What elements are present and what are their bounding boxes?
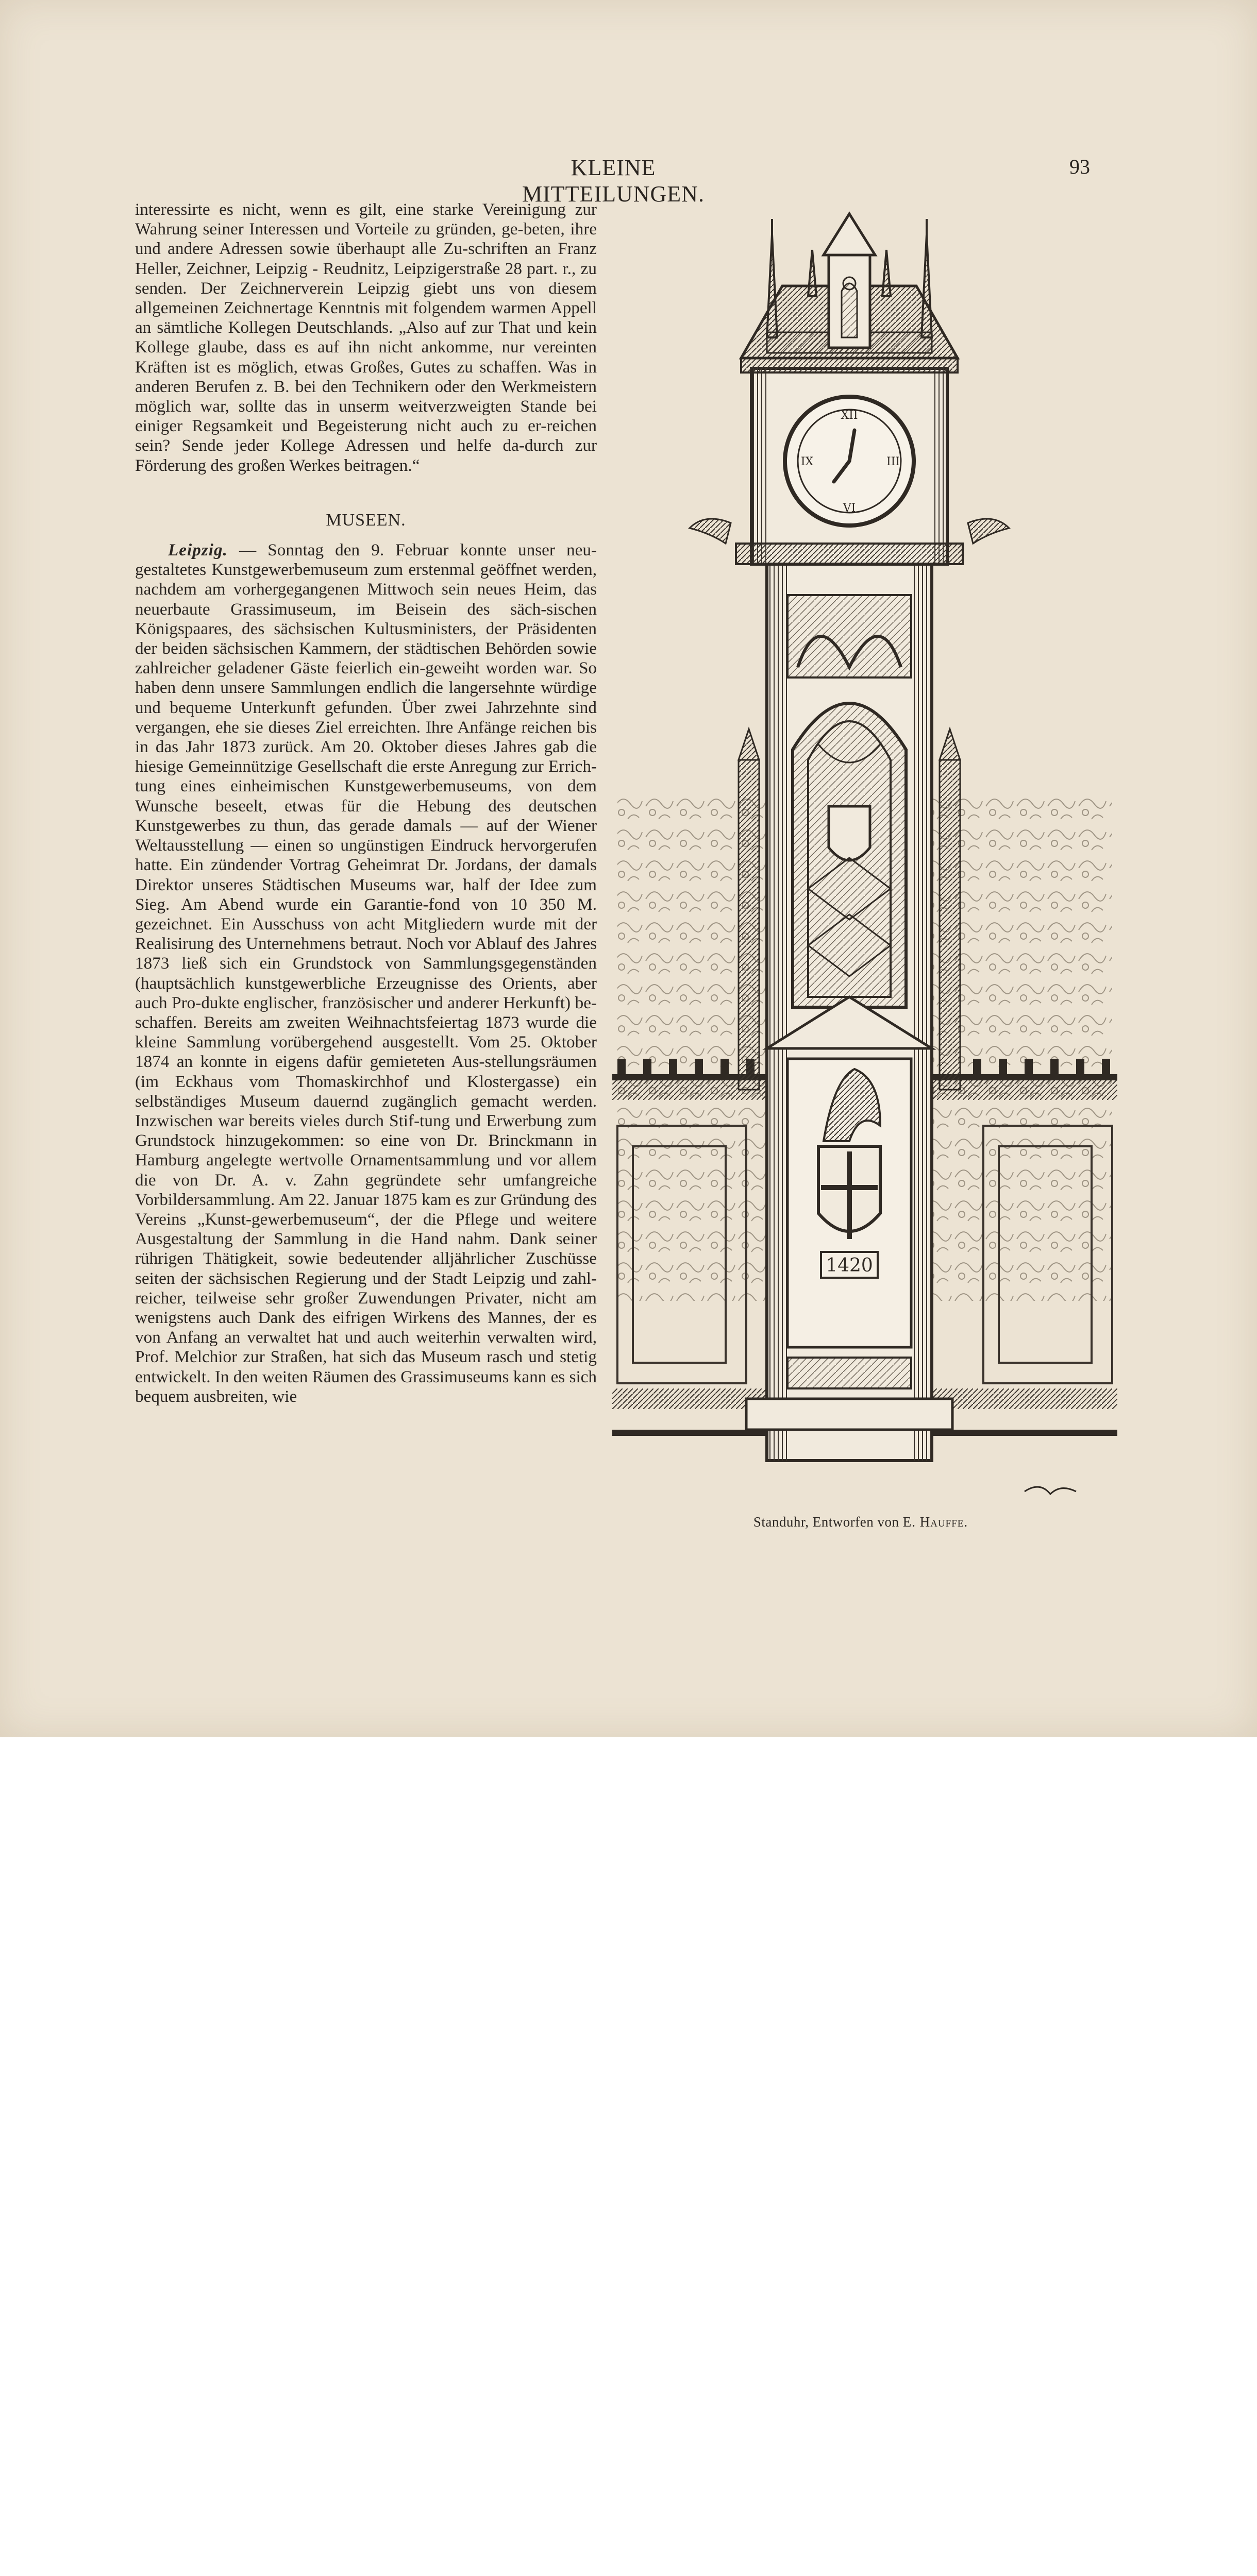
left-gargoyle xyxy=(690,519,731,544)
text-column xyxy=(135,200,597,1406)
svg-text:XII: XII xyxy=(841,409,858,422)
right-gargoyle xyxy=(968,519,1009,544)
svg-text:IX: IX xyxy=(800,455,814,468)
caption-prefix: Standuhr, Entworfen von xyxy=(753,1514,903,1530)
section-heading: MUSEEN. xyxy=(326,510,406,530)
museum-paragraph xyxy=(135,540,597,1406)
intro-paragraph: interessirte es nicht, wenn es gilt, eine starke Vereinigung zur Wahrung seiner Interessen und Vorteile zu gründen, ge-beten, ihre und andere Adressen sowie überhaupt alle Zu-schriften an Franz Heller, Zeichner, Leipzig - Reudnitz, Leipzigerstraße 28 part. r., zu senden. Der Zeichnerverein Leipzig giebt uns von diesem allgemeinen Zeichnertage Kenntnis mit folgendem warmen Appell an sämtliche Kollegen Deutschlands. „Also auf zur That und kein Kollege glaube, dass es auf ihn nicht ankomme, nur vereinten Kräften ist es möglich, etwas Großes, Gutes zu schaffen. Was in anderen Berufen z. B. bei den Technikern oder den Werkmeistern möglich war, sollte das in unserm weitverzweigten Stande bei einiger Regsamkeit und Begeisterung nicht auch zu er-reichen sein? Sende jeder Kollege Adressen und helfe da-durch zur Förderung des großen Werkes beitragen.“ xyxy=(135,200,597,475)
museum-paragraph-text: — Sonntag den 9. Februar konnte unser neu-gestaltetes Kunstgewerbemuseum zum erstenmal geöffnet werden, nachdem am vorhergegangenen Mittwoch sein neues Heim, das neuerbaute Grassimuseum, im Beisein des säch-sischen Königspaares, des sächsischen Kultusministers, der Präsidenten der beiden sächsischen Kammern, der städtischen Behörden sowie zahlreicher geladener Gäste feierlich ein-geweiht worden war. So haben denn unsere Sammlungen endlich die langersehnte würdige und bequeme Unterkunft gefunden. Über zwei Jahrzehnte sind vergangen, ehe sie dieses Ziel erreichten. Ihre Anfänge reichen bis in das Jahr 1873 zurück. Am 20. Oktober dieses Jahres gab die hiesige Gemeinnützige Gesellschaft die erste Anregung zur Errich-tung eines einheimischen Kunstgewerbemuseums, von dem Wunsche beseelt, etwas für die Hebung des deutschen Kunstgewerbes zu thun, das gerade damals — auf der Wiener Weltausstellung — einen so ungünstigen Eindruck hervorgerufen hatte. Ein zündender Vortrag Geheimrat Dr. Jordans, der damals Direktor unseres Städtischen Museums war, half der Idee zum Sieg. Am Abend wurde ein Garantie-fond von 10 350 M. gezeichnet. Ein Ausschuss von acht Mitgliedern wurde mit der Realisirung des Unternehmens betraut. Noch vor Ablauf des Jahres 1873 ließ sich ein Grundstock von Sammlungsgegenständen (hauptsächlich kunstgewerbliche Erzeugnisse des Orients, aber auch Pro-dukte englischer, französischer und anderer Herkunft) be-schaffen. Bereits am zweiten Weihnachtsfeiertag 1873 wurde die kleine Sammlung vorübergehend ausgestellt. Vom 25. Oktober 1874 an konnte in eigens dafür gemieteten Aus-stellungsräumen (im Eckhaus vom Thomaskirchhof und Klostergasse) ein selbständiges Museum dauernd zugänglich gemacht werden. Inzwischen war bereits vieles durch Stif-tung und Erwerbung zum Grundstock hinzugekommen: so eine von Dr. Brinckmann in Hamburg angelegte wertvolle Ornamentsammlung und vor allem die von Dr. A. v. Zahn gegründete sehr umfangreiche Vorbildersammlung. Am 22. Januar 1875 kam es zur Gründung des Vereins „Kunst-gewerbemuseum“, der die Pflege und weitere Ausgestaltung der Sammlung in die Hand nahm. Dank seiner rührigen Thätigkeit, sowie bedeutender alljährlicher Zuschüsse seiten der sächsischen Regierung und der Stadt Leipzig und zahl-reicher, teilweise sehr großer Zuwendungen Privater, nicht am wenigstens auch Dank des eifrigen Wirkens des Mannes, der es von Anfang an verwaltet hat und auch weiterhin verwalten wird, Prof. Melchior zur Straßen, hat sich das Museum rasch und stetig entwickelt. In den weiten Räumen des Grassimuseums kann es sich bequem ausbreiten, wie xyxy=(135,540,597,1406)
right-pinnacle xyxy=(940,729,960,1090)
engraver-signature xyxy=(1025,1487,1076,1494)
clock-illustration xyxy=(612,204,1117,1515)
footer-bar xyxy=(0,1737,1257,1828)
left-pinnacle xyxy=(739,729,759,1090)
running-head: KLEINE MITTEILUNGEN. xyxy=(522,155,705,207)
place-name: Leipzig. xyxy=(168,540,228,560)
svg-text:VI: VI xyxy=(843,502,856,515)
caption-name: E. Hauffe. xyxy=(902,1514,968,1530)
shield xyxy=(829,806,870,860)
figure-caption xyxy=(670,1514,1051,1530)
statue xyxy=(842,283,857,337)
page-number: 93 xyxy=(1069,155,1090,178)
year-plaque-text: 1420 xyxy=(826,1255,873,1276)
svg-text:III: III xyxy=(886,455,900,468)
